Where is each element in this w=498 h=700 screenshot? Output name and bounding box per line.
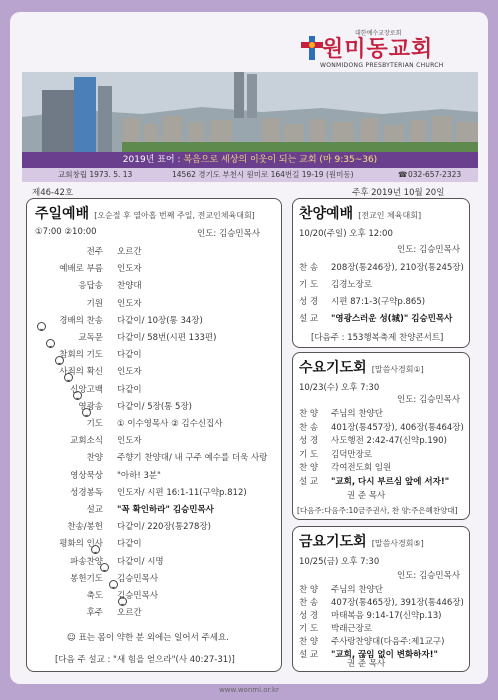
sunday-title: 주일예배: [35, 206, 90, 222]
service-item-value: 김승민목사: [117, 591, 159, 601]
friday-preacher: 권 준 목사: [347, 659, 386, 669]
service-item-value: "꼭 확인하라" 김승민목사: [117, 505, 214, 515]
praise-item-label: 성 경: [299, 297, 319, 307]
bulletin-date: 주후 2019년 10월 20일: [352, 188, 445, 198]
wednesday-item-label: 찬 양: [299, 409, 319, 419]
wednesday-next: [다음주:다음주:10금주권사, 찬 양:주은혜찬양대]: [297, 506, 458, 515]
service-item-value: 주향기 찬양대/ 내 구주 예수를 더욱 사랑: [117, 453, 268, 464]
church-phone: 032-657-2323: [408, 170, 462, 179]
church-info-bar: [22, 168, 478, 182]
service-item-label: 사죄의 확신: [59, 367, 103, 378]
friday-item-value: 주사랑찬양대(다음주:제1교구): [331, 637, 445, 647]
service-item-label: 응답송: [78, 281, 103, 292]
friday-item-value: 박래근장로: [331, 624, 373, 634]
service-item-value: 다같이/ 220장(통278장): [117, 522, 211, 533]
praise-item-value: 시편 87:1-3(구약p.865): [331, 297, 426, 307]
service-item-label: 신앙고백: [70, 384, 103, 395]
service-item-label: 설교: [86, 505, 103, 515]
friday-leader: 인도: 김승민목사: [397, 571, 461, 581]
praise-item-label: 설 교: [299, 314, 319, 324]
wednesday-item-value: "교회, 다시 부르심 앞에 서자!": [331, 476, 450, 487]
friday-title: 금요기도회: [299, 534, 367, 550]
friday-item-value: 주님의 찬양단: [331, 585, 383, 595]
service-item-value: 인도자: [117, 367, 142, 378]
sunday-subtitle: [오순절 후 열아홉 번째 주일, 전교인체육대회]: [94, 211, 255, 220]
service-item-label: 전주: [86, 247, 103, 257]
service-item-value: 인도자: [117, 298, 142, 309]
standing-mark-icon: [46, 339, 55, 348]
standing-note: ☺ 표는 몸이 약한 분 외에는 일어서 주세요.: [67, 633, 229, 643]
wednesday-preacher: 권 준 목사: [347, 491, 386, 501]
friday-item-label: 기 도: [299, 624, 319, 634]
service-item-label: 기원: [86, 298, 103, 309]
wednesday-prayer-box: [292, 352, 470, 520]
denomination-label: 대한예수교장로회: [355, 30, 402, 37]
service-item-label: 영광송: [78, 401, 103, 412]
friday-item-label: 성 경: [299, 611, 319, 621]
praise-item-value: 김경노장로: [331, 280, 373, 290]
praise-next: [다음주 : 153행복축제 찬양콘서트]: [311, 333, 444, 343]
wednesday-item-value: 401장(통457장), 406장(통464장): [331, 422, 464, 433]
friday-subtitle: [말씀사경회⑤]: [371, 539, 424, 548]
service-item-value: ① 이수영목사 ② 김수신집사: [117, 419, 223, 429]
service-item-value: 다같이: [117, 350, 142, 361]
service-item-value: 김승민목사: [117, 573, 159, 584]
friday-item-label: 찬 송: [299, 598, 319, 608]
praise-time: 10/20(주일) 오후 12:00: [299, 229, 393, 239]
service-item-value: 다같이/ 시명: [117, 556, 164, 567]
wednesday-item-value: 각여전도회 임원: [331, 463, 392, 473]
wednesday-item-label: 성 경: [299, 436, 319, 446]
service-item-value: 오르간: [117, 608, 142, 619]
friday-item-value: 407장(통465장), 391장(통446장): [331, 598, 464, 608]
service-times: ①7:00 ②10:00: [35, 227, 97, 237]
service-item-value: 다같이/ 5장(통 5장): [117, 401, 192, 412]
service-item-label: 참회의 기도: [59, 350, 103, 361]
founded-date: 교회창립 1973. 5. 13: [58, 170, 133, 179]
service-item-label: 파송찬양: [70, 556, 103, 567]
service-item-label: 기도: [86, 419, 103, 429]
service-item-value: "아하! 3분": [117, 470, 161, 481]
standing-mark-icon: [37, 322, 46, 331]
service-item-label: 경배의 찬송: [59, 315, 103, 326]
service-item-label: 찬양: [86, 453, 103, 464]
service-item-label: 영상묵상: [70, 470, 103, 481]
church-photo: [22, 72, 478, 152]
wednesday-item-label: 설 교: [299, 476, 319, 487]
wednesday-item-value: 사도행전 2:42-47(신약p.190): [331, 436, 447, 446]
friday-item-value: 마태복음 9:14-17(신약p.13): [331, 611, 442, 621]
service-item-label: 봉헌기도: [70, 573, 103, 584]
church-name-en: WONMIDONG PRESBYTERIAN CHURCH: [320, 62, 444, 69]
wednesday-item-label: 찬 양: [299, 463, 319, 473]
wednesday-item-label: 기 도: [299, 449, 319, 460]
wednesday-item-label: 찬 송: [299, 422, 319, 433]
service-item-value: 다같이: [117, 539, 142, 550]
praise-title: 찬양예배: [299, 206, 354, 222]
service-item-value: 다같이/ 10장(통 34장): [117, 315, 203, 326]
service-item-label: 교회소식: [70, 436, 103, 447]
wednesday-title: 수요기도회: [299, 360, 367, 376]
yearly-motto: 2019년 표어 : 복음으로 세상의 이웃이 되는 교회 (마 9:35~36): [22, 152, 478, 168]
wednesday-time: 10/23(수) 오후 7:30: [299, 383, 380, 393]
service-item-label: 찬송/봉헌: [67, 522, 103, 533]
sunday-leader: 인도: 김승민목사: [197, 229, 261, 239]
praise-worship-box: [292, 198, 470, 348]
issue-number: 제46-42호: [32, 188, 74, 198]
praise-item-value: 208장(통246장), 210장(통245장): [331, 263, 464, 273]
wednesday-item-value: 주님의 찬양단: [331, 409, 383, 419]
service-item-value: 오르간: [117, 247, 142, 257]
service-item-label: 성경봉독: [70, 487, 103, 498]
phone-icon: ☎: [398, 170, 408, 179]
service-item-label: 후주: [86, 608, 103, 619]
service-item-value: 인도자: [117, 436, 142, 447]
wednesday-leader: 인도: 김승민목사: [397, 395, 461, 405]
service-item-value: 인도자/ 시편 16:1-11(구약p.812): [117, 487, 247, 498]
praise-item-label: 찬 송: [299, 263, 319, 273]
service-item-value: 다같이/ 58번(시편 133편): [117, 333, 217, 343]
friday-time: 10/25(금) 오후 7:30: [299, 557, 380, 567]
church-address: 14562 경기도 부천시 원미로 164번길 19-19 (원미동): [172, 170, 354, 179]
friday-item-value: "교회, 끊임 없이 변화하자!": [331, 650, 438, 660]
wednesday-subtitle: [말씀사경회①]: [371, 365, 424, 374]
friday-prayer-box: [292, 526, 470, 672]
praise-item-label: 기 도: [299, 280, 319, 290]
website: www.wonmi.or.kr: [219, 686, 279, 694]
service-item-label: 교독문: [78, 333, 103, 343]
service-item-value: 찬양대: [117, 281, 142, 292]
sunday-worship-box: [26, 198, 282, 672]
service-item-label: 예배로 부름: [59, 264, 103, 275]
friday-item-label: 찬 양: [299, 637, 319, 647]
praise-leader: 인도: 김승민목사: [397, 245, 461, 255]
next-sermon: [다음 주 설교 : "새 힘을 얻으라"(사 40:27-31)]: [55, 655, 235, 665]
service-item-value: 다같이: [117, 384, 142, 395]
praise-item-value: "영광스러운 성(城)" 김승민목사: [331, 314, 453, 324]
service-item-value: 인도자: [117, 264, 142, 275]
service-item-label: 평화의 인사: [59, 539, 103, 550]
wednesday-item-value: 김덕만장로: [331, 449, 373, 460]
service-item-label: 축도: [86, 591, 103, 601]
friday-item-label: 찬 양: [299, 585, 319, 595]
friday-item-label: 설 교: [299, 650, 319, 660]
church-name: 원미동교회: [322, 37, 434, 62]
praise-subtitle: [전교인 체육대회]: [358, 211, 422, 220]
